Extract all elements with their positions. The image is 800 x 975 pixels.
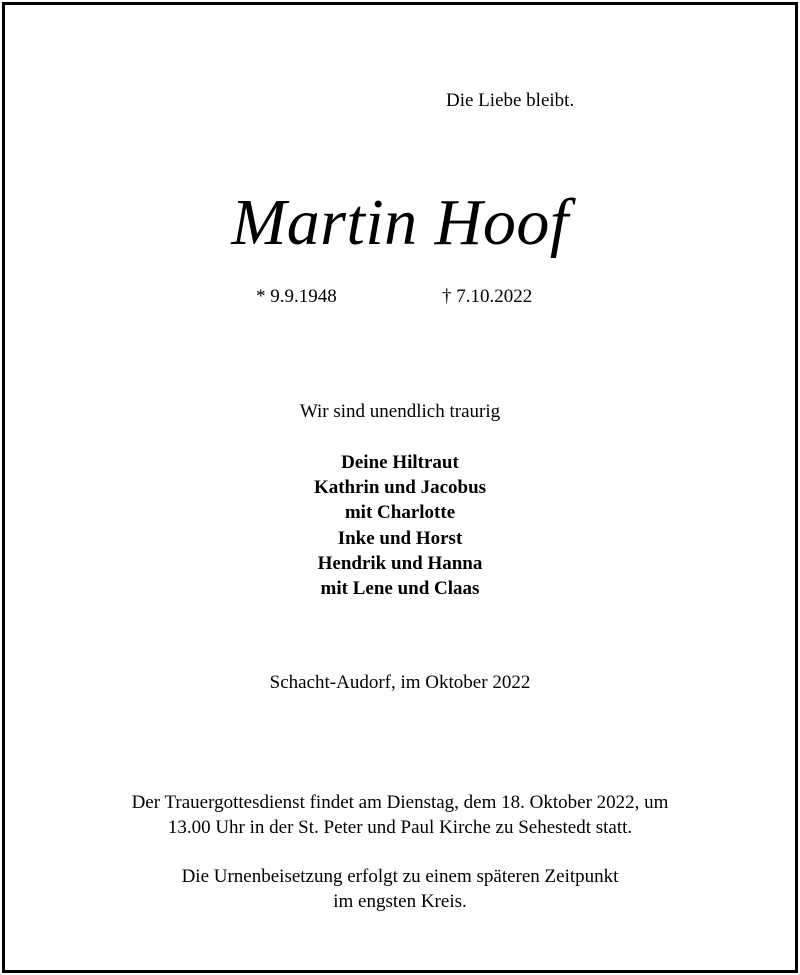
urn-info xyxy=(0,864,800,914)
motto: Die Liebe bleibt. xyxy=(446,90,575,111)
urn-line: Die Urnenbeisetzung erfolgt zu einem späteren Zeitpunkt xyxy=(181,866,619,887)
mourners-list xyxy=(0,450,800,601)
birth-date: * 9.9.1948 xyxy=(256,286,337,307)
service-line: 13.00 Uhr in der St. Peter und Paul Kirche zu Sehestedt statt. xyxy=(167,817,633,838)
service-line: Der Trauergottesdienst findet am Dienstag, dem 18. Oktober 2022, um xyxy=(131,792,669,813)
mourner-line: Inke und Horst xyxy=(337,527,463,549)
service-info xyxy=(0,790,800,840)
mourner-line: mit Charlotte xyxy=(344,502,456,524)
place-date: Schacht-Audorf, im Oktober 2022 xyxy=(269,672,531,693)
death-date: † 7.10.2022 xyxy=(442,286,533,307)
mourner-line: Deine Hiltraut xyxy=(341,452,459,473)
mourner-line: mit Lene und Claas xyxy=(320,578,480,600)
mourner-line: Kathrin und Jacobus xyxy=(313,477,487,499)
urn-line: im engsten Kreis. xyxy=(333,891,467,912)
mourner-line: Hendrik und Hanna xyxy=(317,552,483,574)
intro-text: Wir sind unendlich traurig xyxy=(299,401,501,422)
deceased-name: Martin Hoof xyxy=(231,186,569,259)
